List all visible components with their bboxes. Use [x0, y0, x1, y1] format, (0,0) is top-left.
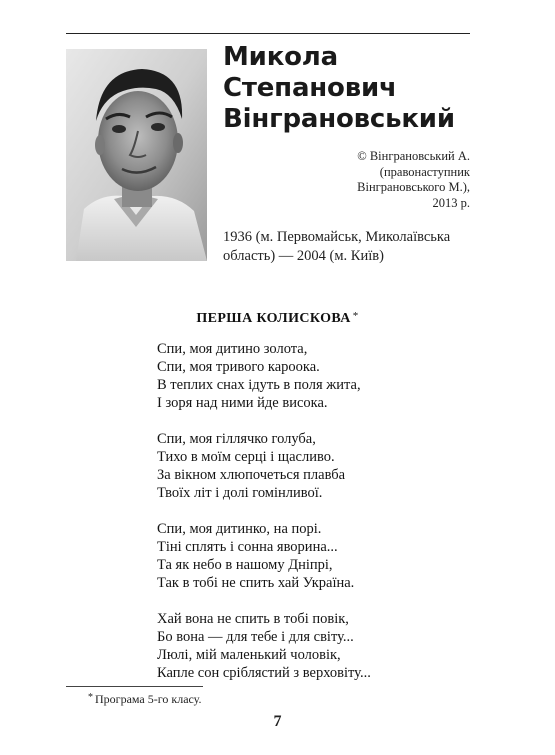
author-name-line: Микола — [223, 42, 338, 72]
footnote-reference: * — [352, 310, 359, 322]
footnote — [88, 692, 201, 708]
poem-line: Твоїх літ і долі гомінливої. — [157, 485, 323, 501]
poem-line: Та як небо в нашому Дніпрі, — [157, 557, 333, 573]
poem-line: Хай вона не спить в тобі повік, — [157, 611, 349, 627]
author-name-line: Вінграновський — [223, 104, 455, 134]
poem-line: Спи, моя дитинко, на порі. — [157, 521, 322, 537]
portrait-photo-icon — [66, 49, 207, 261]
poem-line: В теплих снах ідуть в поля жита, — [157, 377, 361, 393]
stanza — [157, 430, 457, 502]
poem-title-text: ПЕРША КОЛИСКОВА — [196, 311, 351, 326]
copyright-notice — [230, 149, 470, 211]
footnote-text: Програма 5-го класу. — [95, 692, 202, 706]
stanza — [157, 340, 457, 412]
poem-line: Люлі, мій маленький чоловік, — [157, 647, 341, 663]
author-name — [223, 42, 473, 135]
dates-line: 1936 (м. Первомайськ, Миколаївська — [223, 229, 451, 245]
poem-line: Спи, моя гіллячко голуба, — [157, 431, 316, 447]
page-number: 7 — [273, 713, 282, 730]
copyright-line: Вінграновського М.), — [357, 180, 470, 194]
copyright-line: © Вінграновський А. — [357, 149, 470, 163]
poem-line: Так в тобі не спить хай Україна. — [157, 575, 355, 591]
author-portrait — [66, 49, 207, 261]
poem-line: Капле сон сріблястий з верховіту... — [157, 665, 371, 681]
copyright-line: (правонаступник — [379, 164, 470, 179]
poem-body — [157, 340, 457, 700]
poem-line: За вікном хлюпочеться плавба — [157, 467, 346, 483]
poem-line: І зоря над ними йде висока. — [157, 395, 328, 411]
poem-line: Спи, моя тривого карooка. — [157, 359, 320, 375]
footnote-mark: * — [88, 692, 93, 703]
copyright-line: 2013 р. — [432, 195, 470, 210]
footnote-rule — [66, 686, 203, 687]
poem-line: Бо вона — для тебе і для світу... — [157, 629, 354, 645]
author-dates — [223, 228, 483, 266]
author-name-line: Степанович — [223, 73, 397, 103]
poem-title — [0, 311, 555, 327]
top-rule — [66, 33, 470, 34]
poem-line: Спи, моя дитино золота, — [157, 341, 308, 357]
stanza — [157, 520, 457, 592]
stanza — [157, 610, 457, 682]
poem-line: Тіні сплять і сонна яворина... — [157, 539, 338, 555]
dates-line: область) — 2004 (м. Київ) — [223, 248, 384, 264]
poem-line: Тихо в моїм серці і щасливо. — [157, 449, 335, 465]
